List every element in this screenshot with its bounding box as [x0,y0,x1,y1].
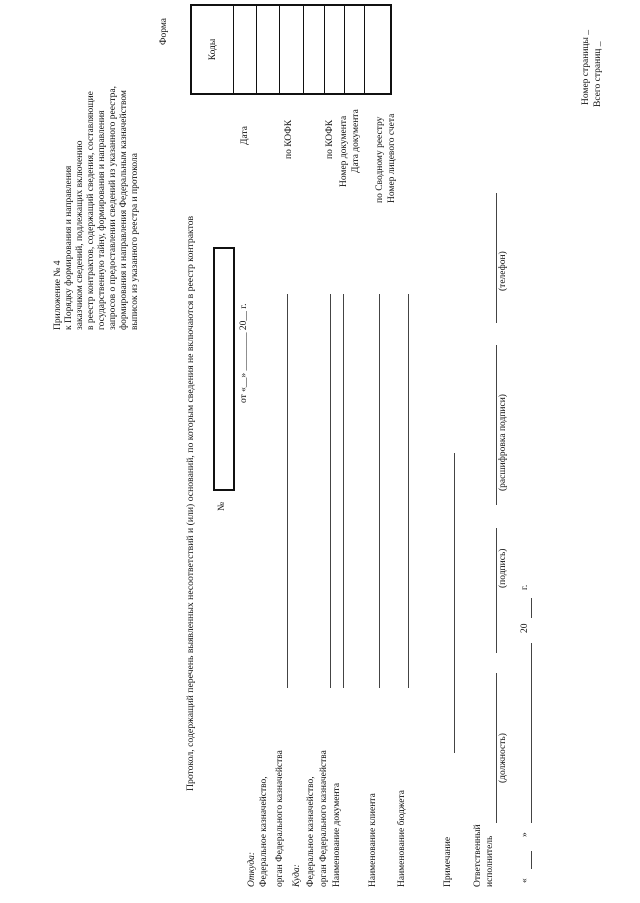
client-name-label: Наименование клиента [368,793,378,887]
appendix-line: государственную тайну, формирования и направления [97,110,107,330]
date-year-suffix: г. [520,584,530,590]
from-label: Откуда: [247,851,257,887]
note-field-line[interactable] [454,453,455,753]
note-label: Примечание [443,836,453,887]
code-cell-kofk-to[interactable] [279,6,304,93]
appendix-line: запросов о предоставлении сведений из указанного реестра, [108,86,118,330]
number-box [213,247,235,511]
page-number: Номер страницы _ [581,30,591,105]
signature-line[interactable] [496,528,497,653]
code-cell-date[interactable] [233,6,257,93]
phone-caption: (телефон) [498,251,508,291]
appendix-line: Приложение № 4 [53,260,63,330]
codes-header: Коды [192,6,234,93]
code-label-kofk-from: по КОФК [284,119,294,159]
to-line1: Федеральное казначейство, [306,776,316,887]
decoding-line[interactable] [496,345,497,505]
position-line[interactable] [496,673,497,823]
executor-label-line1: Ответственный [473,824,483,887]
protocol-date: от «__» ________ 20__ г. [239,303,249,403]
code-cell-kofk-from[interactable] [256,6,280,93]
executor-label-line2: исполнитель [485,835,495,887]
phone-line[interactable] [496,193,497,323]
doc-name-field-line[interactable] [343,294,344,688]
appendix-line: к Порядку формирования и направления [64,165,74,330]
code-cell-account-number[interactable] [364,6,387,93]
document-title: Протокол, содержащий перечень выявленных несоответствий и (или) оснований, по которым сведения не включаются в реестр контрактов [185,215,196,791]
from-line1: Федеральное казначейство, [259,776,269,887]
total-pages: Всего страниц _ [593,41,603,107]
decoding-caption: (расшифровка подписи) [498,394,508,491]
form-label: Форма [159,17,169,45]
budget-name-field-line[interactable] [408,294,409,688]
to-label: Куда: [292,864,302,887]
code-label-consolidated-registry: по Сводному реестру [375,116,385,203]
position-caption: (должность) [498,733,508,783]
code-cell-doc-date[interactable] [324,6,345,93]
code-label-kofk-to: по КОФК [325,119,335,159]
codes-table [190,4,392,95]
date-year-prefix: 20 [520,623,530,633]
number-sign: № [217,501,227,511]
from-field-line[interactable] [287,294,288,688]
code-label-account-number: Номер лицевого счета [387,113,397,203]
code-label-doc-number: Номер документа [339,115,349,187]
budget-name-label: Наименование бюджета [397,790,407,887]
date-close-quote: » [520,832,530,837]
to-field-line[interactable] [330,294,331,688]
appendix-line: в реестр контрактов, содержащий сведения, составляющие [86,91,96,330]
code-label-date: Дата [240,126,250,145]
from-line2: орган Федерального казначейства [275,750,285,887]
signature-caption: (подпись) [498,548,508,588]
appendix-line: формирования и направления Федеральным казначейством [119,90,129,330]
appendix-line: выписок из указанного реестра и протокола [130,153,140,330]
code-label-doc-date: Дата документа [351,109,361,173]
date-year-line[interactable] [531,598,532,618]
code-cell-doc-number[interactable] [303,6,325,93]
date-open-quote: « [520,878,530,883]
doc-name-label: Наименование документа [332,782,342,887]
date-month-line[interactable] [531,643,532,823]
code-cell-consolidated-registry[interactable] [344,6,365,93]
appendix-line: заказчиком сведений, подлежащих включению [75,140,85,330]
to-line2: орган Федерального казначейства [319,750,329,887]
date-day-line[interactable] [531,851,532,869]
client-name-field-line[interactable] [379,294,380,688]
